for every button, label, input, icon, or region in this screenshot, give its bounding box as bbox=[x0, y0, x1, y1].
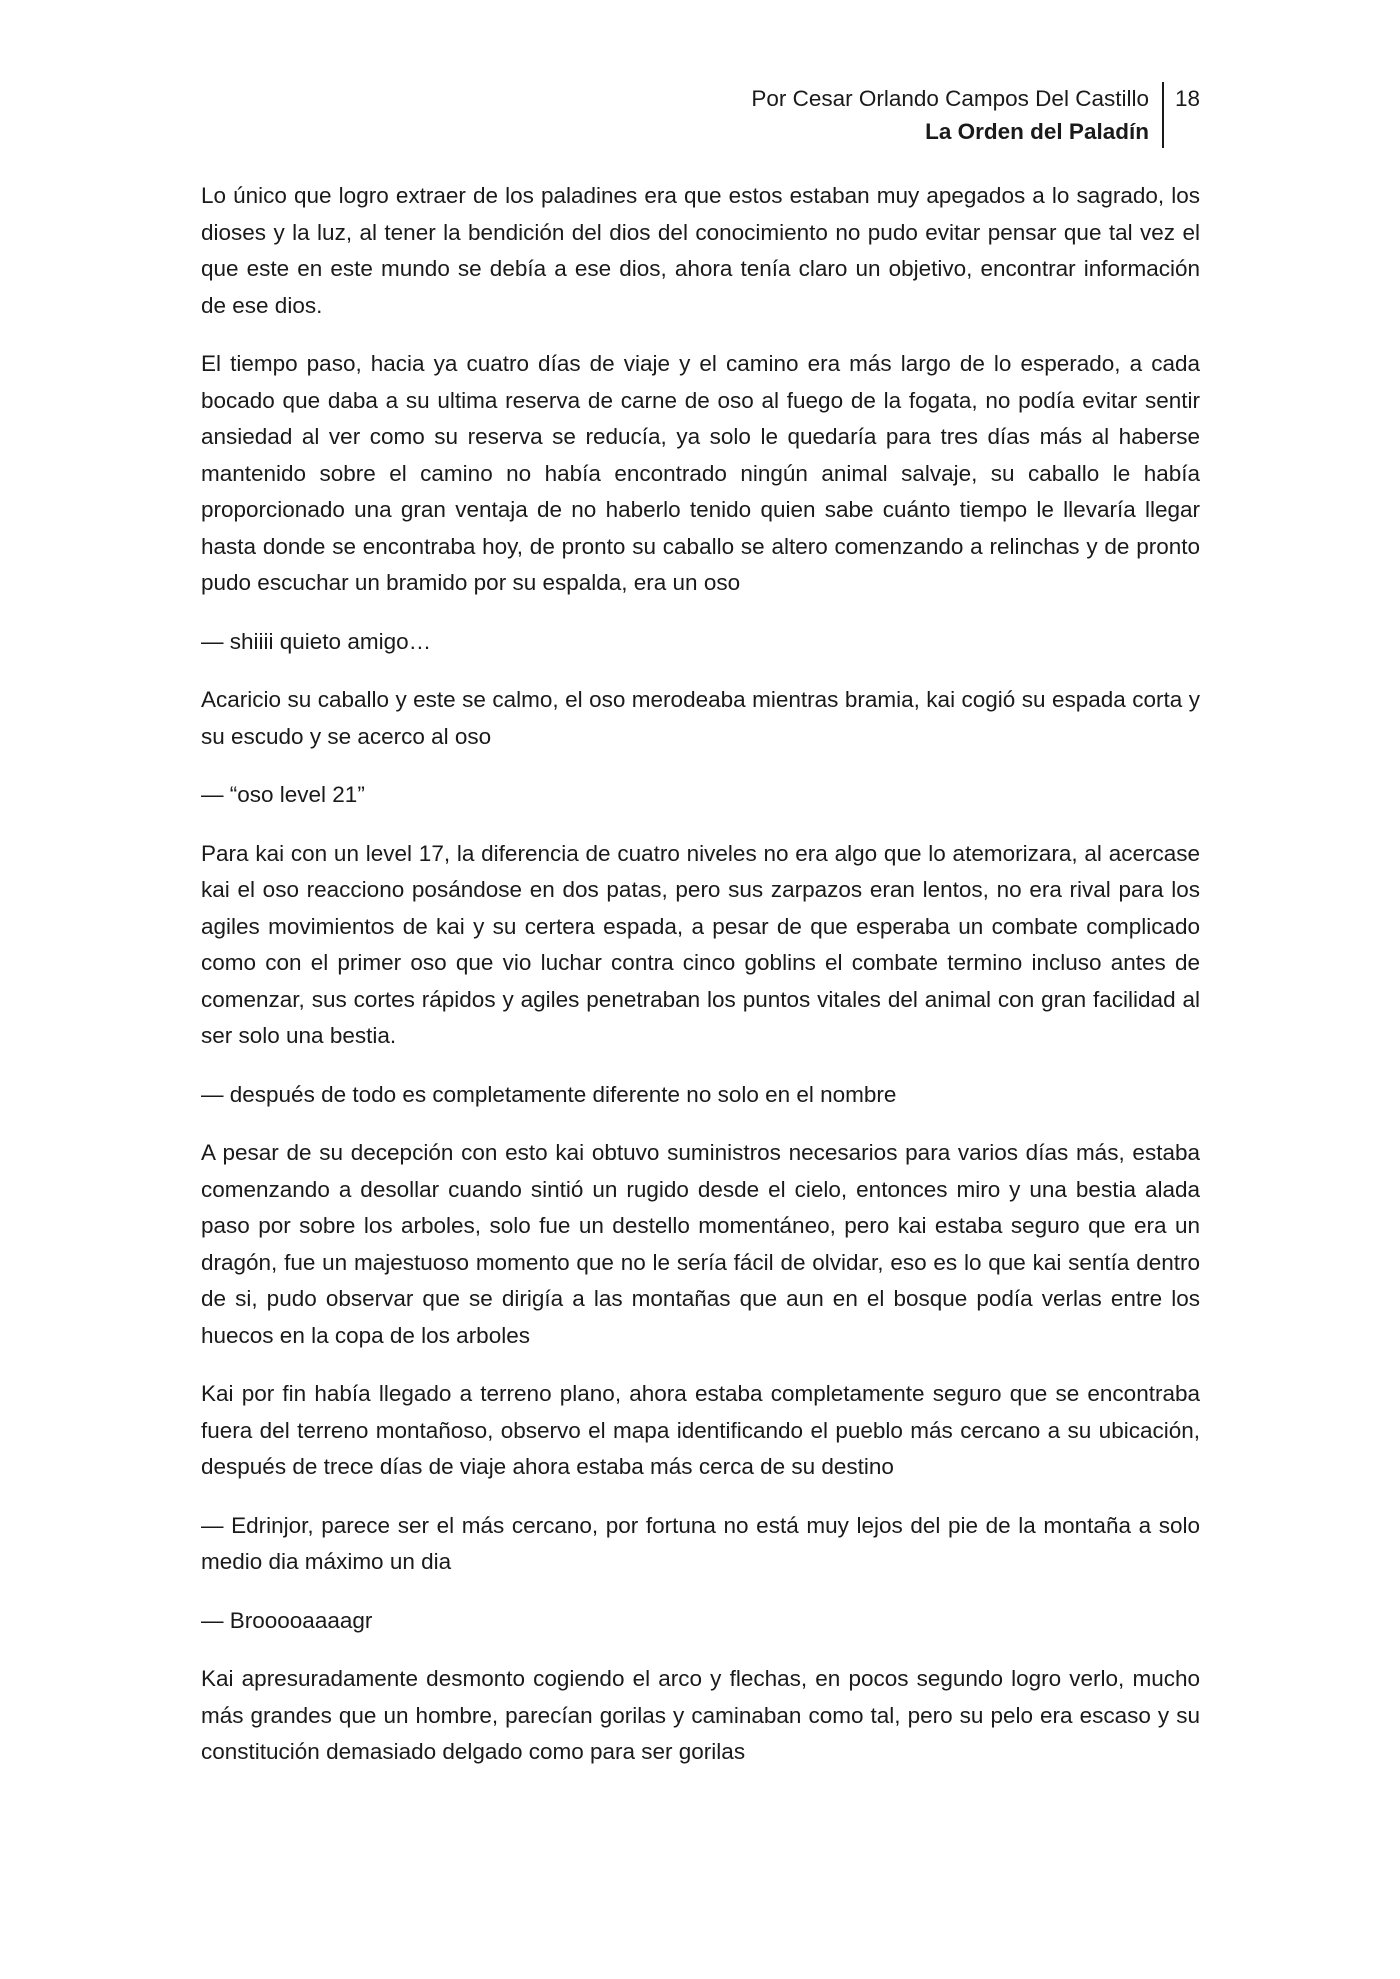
header-author: Por Cesar Orlando Campos Del Castillo bbox=[751, 86, 1149, 111]
header-text-block bbox=[751, 82, 1162, 148]
paragraph-narration: Acaricio su caballo y este se calmo, el oso merodeaba mientras bramia, kai cogió su espada corta y su escudo y se acerco al oso bbox=[201, 687, 1200, 749]
paragraph-dialogue: — Brooooaaaagr bbox=[201, 1607, 373, 1633]
header-book-title: La Orden del Paladín bbox=[925, 119, 1149, 144]
paragraph-dialogue: — “oso level 21” bbox=[201, 782, 365, 807]
paragraph-narration: El tiempo paso, hacia ya cuatro días de viaje y el camino era más largo de lo esperado, a cada bocado que daba a su ultima reserva de carne de oso al fuego de la fogata, no podía evitar sentir ansiedad al ver como su reserva se reducía, ya solo le quedaría para tres días más al haberse mantenido sobre el camino no había encontrado ningún animal salvaje, su caballo le había proporcionado una gran ventaja de no haberlo tenido quien sabe cuánto tiempo le llevaría llegar hasta donde se encontraba hoy, de pronto su caballo se altero comenzando a relinchas y de pronto pudo escuchar un bramido por su espalda, era un oso bbox=[201, 351, 1200, 595]
paragraph-dialogue: — Edrinjor, parece ser el más cercano, por fortuna no está muy lejos del pie de la montaña a solo medio dia máximo un dia bbox=[201, 1512, 1200, 1574]
paragraph-narration: Para kai con un level 17, la diferencia de cuatro niveles no era algo que lo atemorizara, al acercase kai el oso reacciono posándose en dos patas, pero sus zarpazos eran lentos, no era rival para los agiles movimientos de kai y su certera espada, a pesar de que esperaba un combate complicado como con el primer oso que vio luchar contra cinco goblins el combate termino incluso antes de comenzar, sus cortes rápidos y agiles penetraban los puntos vitales del animal con gran facilidad al ser solo una bestia. bbox=[201, 840, 1200, 1048]
paragraph-narration: Lo único que logro extraer de los paladines era que estos estaban muy apegados a lo sagrado, los dioses y la luz, al tener la bendición del dios del conocimiento no pudo evitar pensar que tal vez el que este en este mundo se debía a ese dios, ahora tenía claro un objetivo, encontrar información de ese dios. bbox=[201, 183, 1200, 318]
paragraph-dialogue: — después de todo es completamente diferente no solo en el nombre bbox=[201, 1081, 897, 1107]
paragraph-dialogue: — shiiii quieto amigo… bbox=[201, 628, 432, 654]
running-header bbox=[751, 82, 1200, 148]
paragraph-narration: Kai por fin había llegado a terreno plano, ahora estaba completamente seguro que se encontraba fuera del terreno montañoso, observo el mapa identificando el pueblo más cercano a su ubicación, después de trece días de viaje ahora estaba más cerca de su destino bbox=[201, 1381, 1200, 1479]
paragraph-narration: Kai apresuradamente desmonto cogiendo el arco y flechas, en pocos segundo logro verlo, mucho más grandes que un hombre, parecían gorilas y caminaban como tal, pero su pelo era escaso y su constitución demasiado delgado como para ser gorilas bbox=[201, 1666, 1200, 1764]
body-text bbox=[201, 178, 1200, 1793]
paragraph-narration: A pesar de su decepción con esto kai obtuvo suministros necesarios para varios días más, estaba comenzando a desollar cuando sintió un rugido desde el cielo, entonces miro y una bestia alada paso por sobre los arboles, solo fue un destello momentáneo, pero kai estaba seguro que era un dragón, fue un majestuoso momento que no le sería fácil de olvidar, eso es lo que kai sentía dentro de si, pudo observar que se dirigía a las montañas que aun en el bosque podía verlas entre los huecos en la copa de los arboles bbox=[201, 1140, 1200, 1348]
page-number: 18 bbox=[1174, 86, 1200, 111]
